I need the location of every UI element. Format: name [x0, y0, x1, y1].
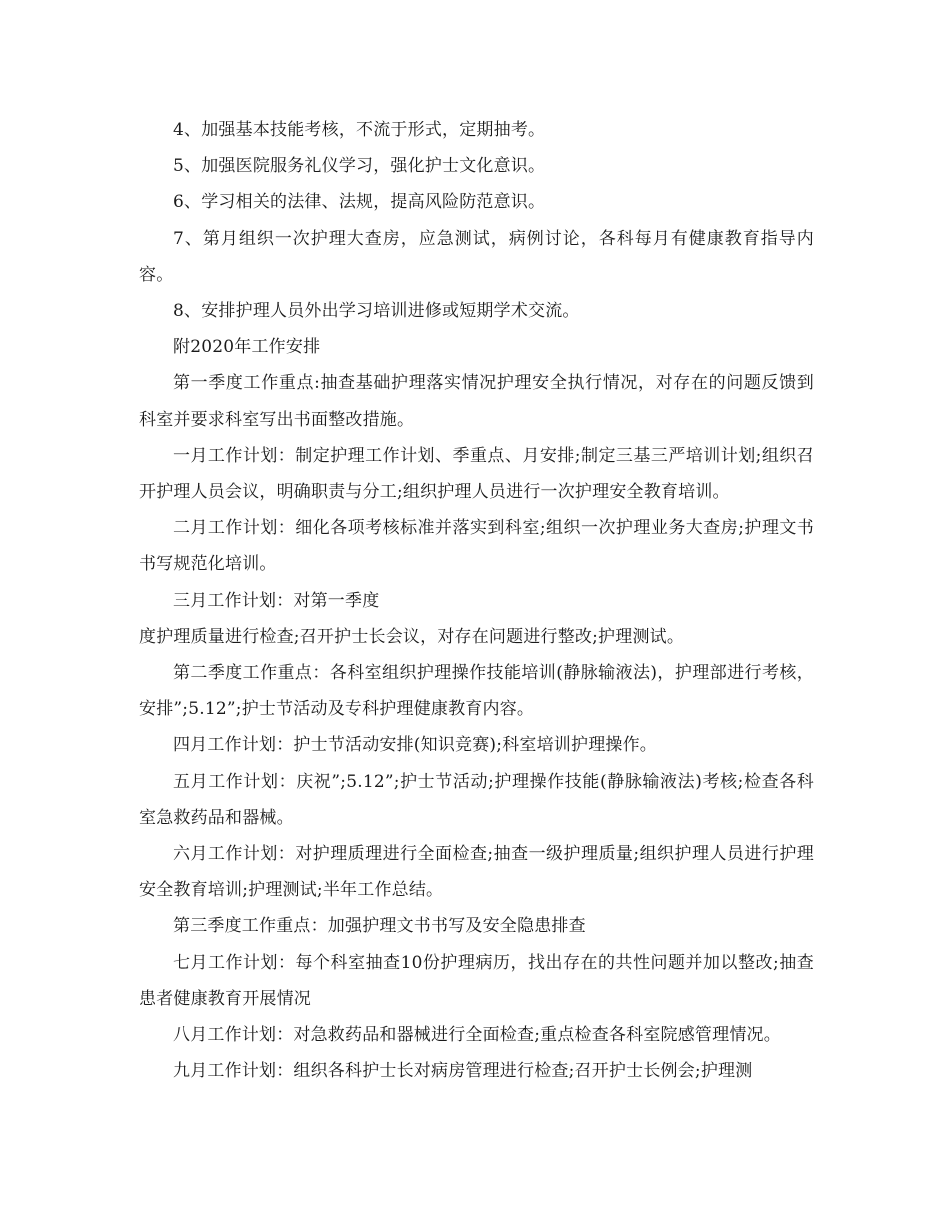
april-plan: 四月工作计划：护士节活动安排(知识竞赛);科室培训护理操作。 — [173, 735, 657, 756]
document-page — [139, 112, 814, 1089]
march-plan: 三月工作计划：对第一季度 — [173, 590, 380, 611]
paragraph-item-4: 4、加强基本技能考核，不流于形式，定期抽考。 — [173, 120, 546, 140]
june-plan: 六月工作计划：对护理质理进行全面检查;抽查一级护理质量;组织护理人员进行护理安全教育培训;护理测试;半年工作总结。 — [139, 844, 814, 901]
february-plan: 二月工作计划：细化各项考核标准并落实到科室;组织一次护理业务大查房;护理文书书写规范化培训。 — [139, 518, 814, 575]
q1-focus: 第一季度工作重点:抽查基础护理落实情况护理安全执行情况，对存在的问题反馈到科室并要求科室写出书面整改措施。 — [139, 373, 814, 430]
paragraph-item-7: 7、第月组织一次护理大查房，应急测试，病例讨论，各科每月有健康教育指导内容。 — [139, 228, 814, 285]
appendix-heading: 附2020年工作安排 — [173, 337, 321, 358]
july-plan: 七月工作计划：每个科室抽查10份护理病历，找出存在的共性问题并加以整改;抽查患者健康教育开展情况 — [139, 952, 814, 1009]
september-plan: 九月工作计划：组织各科护士长对病房管理进行检查;召开护士长例会;护理测 — [173, 1061, 753, 1082]
paragraph-item-5: 5、加强医院服务礼仪学习，强化护士文化意识。 — [173, 156, 546, 177]
may-plan: 五月工作计划：庆祝”;5.12”;护士节活动;护理操作技能(静脉输液法)考核;检查各科室急救药品和器械。 — [139, 771, 814, 828]
q2-focus: 第二季度工作重点：各科室组织护理操作技能培训(静脉输液法)，护理部进行考核，安排”;5.12”;护士节活动及专科护理健康教育内容。 — [139, 663, 814, 720]
q3-focus: 第三季度工作重点：加强护理文书书写及安全隐患排查 — [173, 916, 586, 937]
paragraph-item-6: 6、学习相关的法律、法规，提高风险防范意识。 — [173, 192, 546, 213]
january-plan: 一月工作计划：制定护理工作计划、季重点、月安排;制定三基三严培训计划;组织召开护理人员会议，明确职责与分工;组织护理人员进行一次护理安全教育培训。 — [139, 445, 814, 503]
paragraph-item-8: 8、安排护理人员外出学习培训进修或短期学术交流。 — [173, 301, 580, 322]
august-plan: 八月工作计划：对急救药品和器械进行全面检查;重点检查各科室院感管理情况。 — [173, 1025, 781, 1046]
march-plan-continued: 度护理质量进行检查;召开护士长会议，对存在问题进行整改;护理测试。 — [139, 626, 685, 647]
